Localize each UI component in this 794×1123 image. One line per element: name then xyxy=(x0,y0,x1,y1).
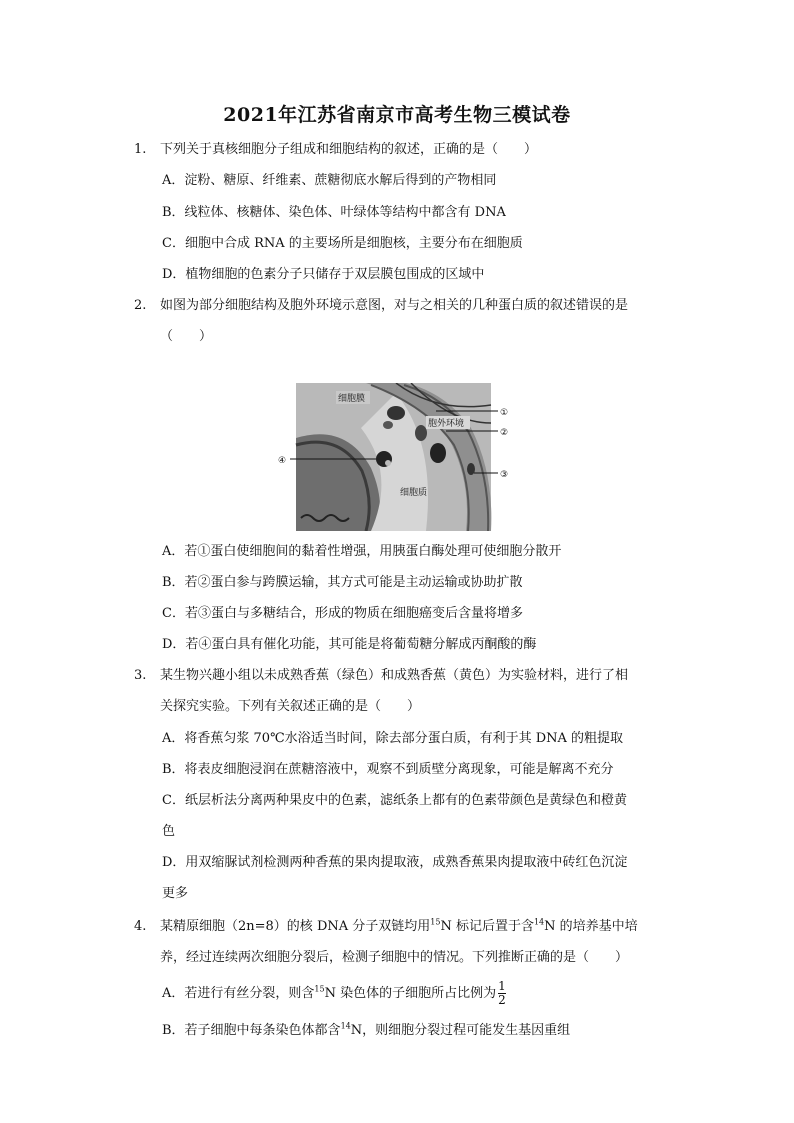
label-extracellular: 胞外环境 xyxy=(428,419,465,429)
question-number: 4. xyxy=(134,919,147,934)
page-title: 2021年江苏省南京市高考生物三模试卷 xyxy=(223,104,571,126)
option-d: D．若④蛋白具有催化功能，其可能是将葡萄糖分解成丙酮酸的酶 xyxy=(162,637,537,652)
fraction: $\frac{1}{2}$ xyxy=(498,979,506,1007)
marker-1: ① xyxy=(500,408,509,418)
option-d-cont: 更多 xyxy=(162,886,189,901)
question-stem-cont: （ ） xyxy=(160,329,213,344)
option-b: B．若子细胞中每条染色体都含$^{14}$N，则细胞分裂过程可能发生基因重组 xyxy=(162,1021,571,1038)
option-c: C．细胞中合成 RNA 的主要场所是细胞核，主要分布在细胞质 xyxy=(162,236,523,251)
question-number: 2. xyxy=(134,298,147,313)
protein-membrane xyxy=(467,463,475,475)
option-d: D．植物细胞的色素分子只储存于双层膜包围成的区域中 xyxy=(162,267,485,282)
marker-4: ④ xyxy=(278,456,287,466)
label-cytoplasm: 细胞质 xyxy=(400,488,428,498)
label-cell-membrane: 细胞膜 xyxy=(338,394,366,404)
option-a: A．若①蛋白使细胞间的黏着性增强，用胰蛋白酶处理可使细胞分散开 xyxy=(162,544,562,559)
question-stem: 某精原细胞（2n=8）的核 DNA 分子双链均用$^{15}$N 标记后置于含$^{14}$N 的培养基中培 xyxy=(160,917,638,934)
protein-3 xyxy=(430,443,446,463)
question-number: 1. xyxy=(134,142,147,157)
question-stem-cont: 关探究实验。下列有关叙述正确的是（ ） xyxy=(160,699,421,714)
question-number: 3. xyxy=(134,668,147,683)
marker-2: ② xyxy=(500,428,509,438)
cell-diagram xyxy=(276,383,516,531)
option-a: A．淀粉、糖原、纤维素、蔗糖彻底水解后得到的产物相同 xyxy=(162,173,497,188)
protein-2 xyxy=(415,425,427,441)
option-b: B．若②蛋白参与跨膜运输，其方式可能是主动运输或协助扩散 xyxy=(162,575,523,590)
marker-3: ③ xyxy=(500,470,509,480)
question-stem-cont: 养，经过连续两次细胞分裂后，检测子细胞中的情况。下列推断正确的是（ ） xyxy=(160,950,629,965)
option-b: B．将表皮细胞浸润在蔗糖溶液中，观察不到质壁分离现象，可能是解离不充分 xyxy=(162,762,614,777)
question-stem: 某生物兴趣小组以未成熟香蕉（绿色）和成熟香蕉（黄色）为实验材料，进行了相 xyxy=(160,668,629,683)
cell-structure-figure xyxy=(276,383,516,531)
option-c: C．若③蛋白与多糖结合，形成的物质在细胞癌变后含量将增多 xyxy=(162,606,523,621)
option-a: A．若进行有丝分裂，则含$^{15}$N 染色体的子细胞所占比例为 $\frac{1}{2}$ xyxy=(162,979,506,1007)
question-stem: 下列关于真核细胞分子组成和细胞结构的叙述，正确的是（ ） xyxy=(160,142,538,157)
option-b: B．线粒体、核糖体、染色体、叶绿体等结构中都含有 DNA xyxy=(162,205,506,220)
question-stem: 如图为部分细胞结构及胞外环境示意图，对与之相关的几种蛋白质的叙述错误的是 xyxy=(160,298,629,313)
option-c-cont: 色 xyxy=(162,824,176,839)
option-d: D．用双缩脲试剂检测两种香蕉的果肉提取液，成熟香蕉果肉提取液中砖红色沉淀 xyxy=(162,855,628,870)
option-a: A．将香蕉匀浆 70℃水浴适当时间，除去部分蛋白质，有利于其 DNA 的粗提取 xyxy=(162,731,624,746)
option-c: C．纸层析法分离两种果皮中的色素，滤纸条上都有的色素带颜色是黄绿色和橙黄 xyxy=(162,793,627,808)
protein-1 xyxy=(387,406,405,420)
